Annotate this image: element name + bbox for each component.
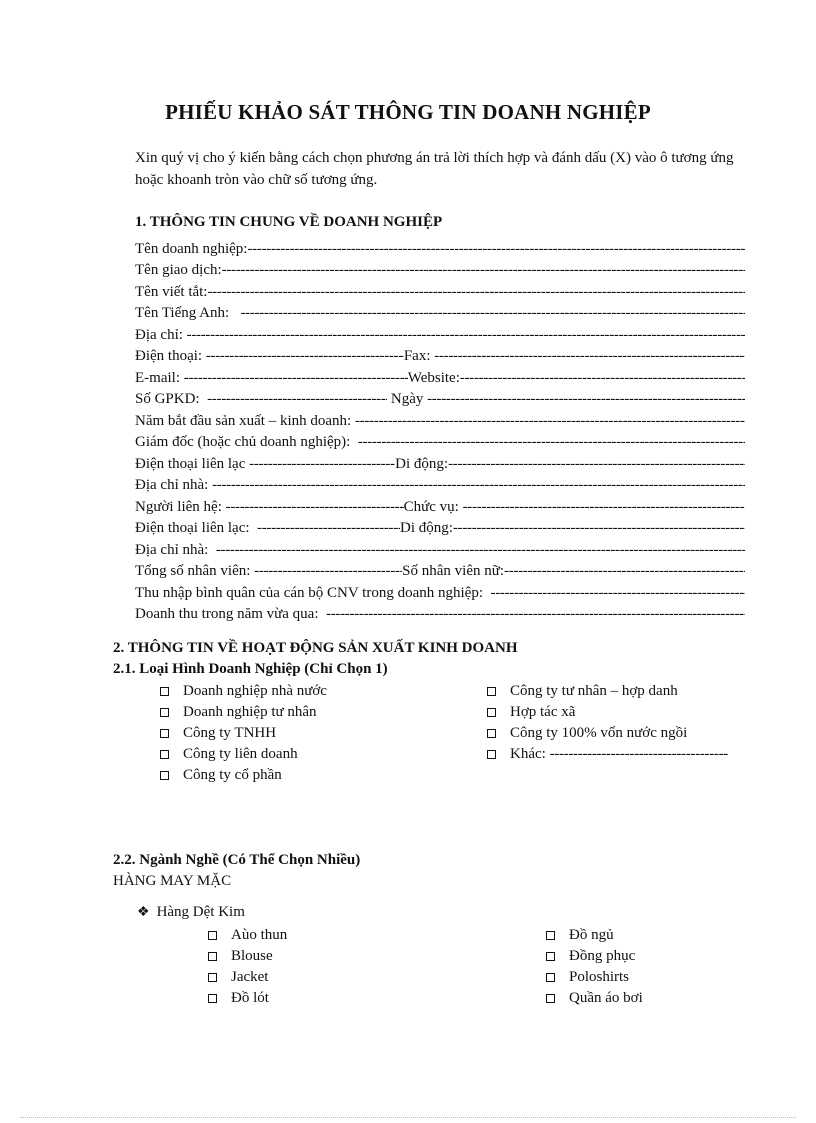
option-checkbox[interactable] bbox=[546, 925, 643, 946]
checkbox-icon[interactable] bbox=[208, 973, 217, 982]
industry-group-label: Hàng Dệt Kim bbox=[156, 904, 245, 920]
option-label: Poloshirts bbox=[569, 969, 630, 985]
field-label: Địa chỉ: bbox=[135, 326, 183, 343]
fill-line[interactable] bbox=[326, 606, 745, 623]
fill-line[interactable] bbox=[453, 520, 745, 537]
option-label: Jacket bbox=[231, 969, 269, 985]
checkbox-icon[interactable] bbox=[160, 771, 169, 780]
option-label: Quần áo bơi bbox=[569, 990, 643, 1006]
fill-line[interactable] bbox=[187, 327, 745, 344]
diamond-bullet-icon: ❖ bbox=[137, 905, 150, 920]
option-label: Công ty 100% vốn nước ngồi bbox=[510, 725, 688, 741]
intro-text: Xin quý vị cho ý kiến bằng cách chọn phương án trả lời thích hợp và đánh dấu (X) vào ô tương ứng hoặc khoanh tròn vào chữ số tương ứng. bbox=[135, 150, 734, 188]
fill-line[interactable] bbox=[222, 262, 745, 279]
section-2-2-heading: 2.2. Ngành Nghề (Có Thể Chọn Nhiều) bbox=[113, 852, 361, 868]
checkbox-icon[interactable] bbox=[208, 952, 217, 961]
section-2-heading: 2. THÔNG TIN VỀ HOẠT ĐỘNG SẢN XUẤT KINH DOANH bbox=[113, 640, 518, 656]
checkbox-icon[interactable] bbox=[546, 952, 555, 961]
fill-line[interactable] bbox=[249, 456, 395, 473]
field-home-address-2[interactable] bbox=[135, 537, 745, 559]
checkbox-icon[interactable] bbox=[208, 994, 217, 1003]
field-label: Điện thoại liên lạc bbox=[135, 455, 246, 472]
business-type-left-options bbox=[160, 681, 327, 786]
option-checkbox[interactable] bbox=[546, 988, 643, 1009]
fill-line[interactable] bbox=[257, 520, 400, 537]
field-label: Tên doanh nghiệp: bbox=[135, 240, 248, 257]
field-label: Tên giao dịch: bbox=[135, 262, 222, 278]
option-label: Hợp tác xã bbox=[510, 704, 576, 720]
field-label: Người liên hệ: bbox=[135, 498, 222, 515]
field-label: Thu nhập bình quân của cán bộ CNV trong doanh nghiệp: bbox=[135, 584, 483, 601]
field-label: Điện thoại liên lạc: bbox=[135, 520, 250, 536]
field-label: Tên viết tắt: bbox=[135, 283, 208, 300]
field-label: Địa chỉ nhà: bbox=[135, 541, 209, 558]
section-2-1-heading: 2.1. Loại Hình Doanh Nghiệp (Chỉ Chọn 1) bbox=[113, 661, 388, 677]
fill-line[interactable] bbox=[491, 585, 746, 602]
option-label: Blouse bbox=[231, 948, 273, 964]
field-abbreviation[interactable] bbox=[135, 279, 745, 301]
option-label: Công ty tư nhân – hợp danh bbox=[510, 683, 678, 699]
field-label: Doanh thu trong năm vừa qua: bbox=[135, 606, 319, 622]
field-english-name[interactable] bbox=[135, 301, 745, 323]
industry-group bbox=[137, 904, 245, 921]
industry-category: HÀNG MAY MẶC bbox=[113, 873, 232, 889]
industry-left-options bbox=[208, 925, 287, 1009]
fill-line[interactable] bbox=[240, 305, 745, 322]
field-label: Năm bắt đầu sản xuất – kinh doanh: bbox=[135, 412, 352, 429]
option-label: Aùo thun bbox=[231, 927, 288, 943]
checkbox-icon[interactable] bbox=[487, 687, 496, 696]
option-checkbox[interactable] bbox=[487, 723, 728, 744]
option-checkbox[interactable] bbox=[160, 744, 327, 765]
option-label: Khác: bbox=[510, 746, 546, 762]
field-label: Địa chỉ nhà: bbox=[135, 477, 209, 493]
option-label: Công ty cổ phần bbox=[183, 767, 282, 783]
field-phone-fax[interactable] bbox=[135, 344, 745, 366]
general-info-fields bbox=[135, 236, 745, 623]
checkbox-icon[interactable] bbox=[160, 687, 169, 696]
checkbox-icon[interactable] bbox=[546, 931, 555, 940]
section-1-heading: 1. THÔNG TIN CHUNG VỀ DOANH NGHIỆP bbox=[135, 214, 443, 230]
option-checkbox[interactable] bbox=[546, 946, 643, 967]
option-label: Đồng phục bbox=[569, 948, 636, 964]
field-label: Di động: bbox=[400, 520, 453, 536]
field-label: E-mail: bbox=[135, 369, 180, 386]
field-label: Di động: bbox=[395, 455, 449, 472]
fill-line[interactable] bbox=[504, 563, 745, 580]
fill-line[interactable] bbox=[216, 542, 745, 559]
fill-line[interactable] bbox=[463, 499, 745, 516]
page-bottom-divider bbox=[20, 1117, 796, 1118]
fill-line[interactable] bbox=[460, 370, 745, 387]
fill-line[interactable] bbox=[427, 391, 745, 408]
field-address[interactable] bbox=[135, 322, 745, 344]
field-contact-person[interactable] bbox=[135, 494, 745, 516]
field-label: Tên Tiếng Anh: bbox=[135, 305, 230, 321]
fill-line[interactable] bbox=[212, 477, 745, 494]
checkbox-icon[interactable] bbox=[487, 729, 496, 738]
field-label: Ngày bbox=[390, 391, 424, 407]
option-label: Công ty TNHH bbox=[183, 725, 277, 741]
field-contact-phone-2[interactable] bbox=[135, 516, 745, 538]
option-label: Doanh nghiệp nhà nước bbox=[183, 683, 327, 699]
field-label: Chức vụ: bbox=[403, 498, 459, 515]
field-company-name[interactable] bbox=[135, 236, 745, 258]
page-title: PHIẾU KHẢO SÁT THÔNG TIN DOANH NGHIỆP bbox=[165, 100, 651, 124]
checkbox-icon[interactable] bbox=[160, 708, 169, 717]
option-checkbox[interactable] bbox=[208, 925, 287, 946]
option-checkbox[interactable] bbox=[160, 702, 327, 723]
fill-line[interactable] bbox=[184, 370, 408, 387]
fill-line[interactable] bbox=[550, 746, 728, 763]
fill-line[interactable] bbox=[358, 434, 745, 451]
fill-line[interactable] bbox=[448, 456, 745, 473]
field-label: Số nhân viên nữ: bbox=[402, 563, 505, 579]
field-label: Website: bbox=[407, 369, 460, 386]
option-checkbox[interactable] bbox=[208, 946, 287, 967]
field-trade-name[interactable] bbox=[135, 258, 745, 280]
option-checkbox[interactable] bbox=[487, 681, 728, 702]
business-type-right-options bbox=[487, 681, 728, 765]
field-label: Số GPKD: bbox=[135, 391, 200, 407]
option-label: Doanh nghiệp tư nhân bbox=[183, 704, 317, 720]
option-checkbox[interactable] bbox=[208, 967, 287, 988]
field-start-year[interactable] bbox=[135, 408, 745, 430]
option-label: Công ty liên doanh bbox=[183, 746, 298, 762]
option-checkbox[interactable] bbox=[160, 681, 327, 702]
fill-line[interactable] bbox=[207, 391, 387, 408]
field-email-website[interactable] bbox=[135, 365, 745, 387]
option-checkbox[interactable] bbox=[546, 967, 643, 988]
fill-line[interactable] bbox=[207, 284, 745, 301]
field-label: Giám đốc (hoặc chủ doanh nghiệp): bbox=[135, 434, 351, 450]
field-label: Tổng số nhân viên: bbox=[135, 563, 251, 579]
option-label: Đồ lót bbox=[231, 990, 269, 1006]
fill-line[interactable] bbox=[226, 499, 404, 516]
checkbox-icon[interactable] bbox=[487, 708, 496, 717]
field-avg-income[interactable] bbox=[135, 580, 745, 602]
field-license-date[interactable] bbox=[135, 387, 745, 409]
option-checkbox-other[interactable] bbox=[487, 744, 728, 765]
checkbox-icon[interactable] bbox=[546, 973, 555, 982]
field-employees[interactable] bbox=[135, 559, 745, 581]
field-label: Điện thoại: bbox=[135, 348, 203, 364]
checkbox-icon[interactable] bbox=[160, 729, 169, 738]
option-checkbox[interactable] bbox=[487, 702, 728, 723]
field-home-address-1[interactable] bbox=[135, 473, 745, 495]
checkbox-icon[interactable] bbox=[160, 750, 169, 759]
fill-line[interactable] bbox=[254, 563, 402, 580]
field-revenue[interactable] bbox=[135, 602, 745, 624]
checkbox-icon[interactable] bbox=[487, 750, 496, 759]
checkbox-icon[interactable] bbox=[208, 931, 217, 940]
fill-line[interactable] bbox=[434, 348, 745, 365]
option-checkbox[interactable] bbox=[208, 988, 287, 1009]
option-checkbox[interactable] bbox=[160, 723, 327, 744]
checkbox-icon[interactable] bbox=[546, 994, 555, 1003]
fill-line[interactable] bbox=[247, 241, 745, 258]
option-checkbox[interactable] bbox=[160, 765, 327, 786]
field-director[interactable] bbox=[135, 430, 745, 452]
industry-right-options bbox=[546, 925, 643, 1009]
field-label: Fax: bbox=[403, 348, 431, 364]
fill-line[interactable] bbox=[355, 413, 745, 430]
option-label: Đồ ngủ bbox=[569, 927, 614, 943]
fill-line[interactable] bbox=[206, 348, 404, 365]
field-contact-phone-1[interactable] bbox=[135, 451, 745, 473]
